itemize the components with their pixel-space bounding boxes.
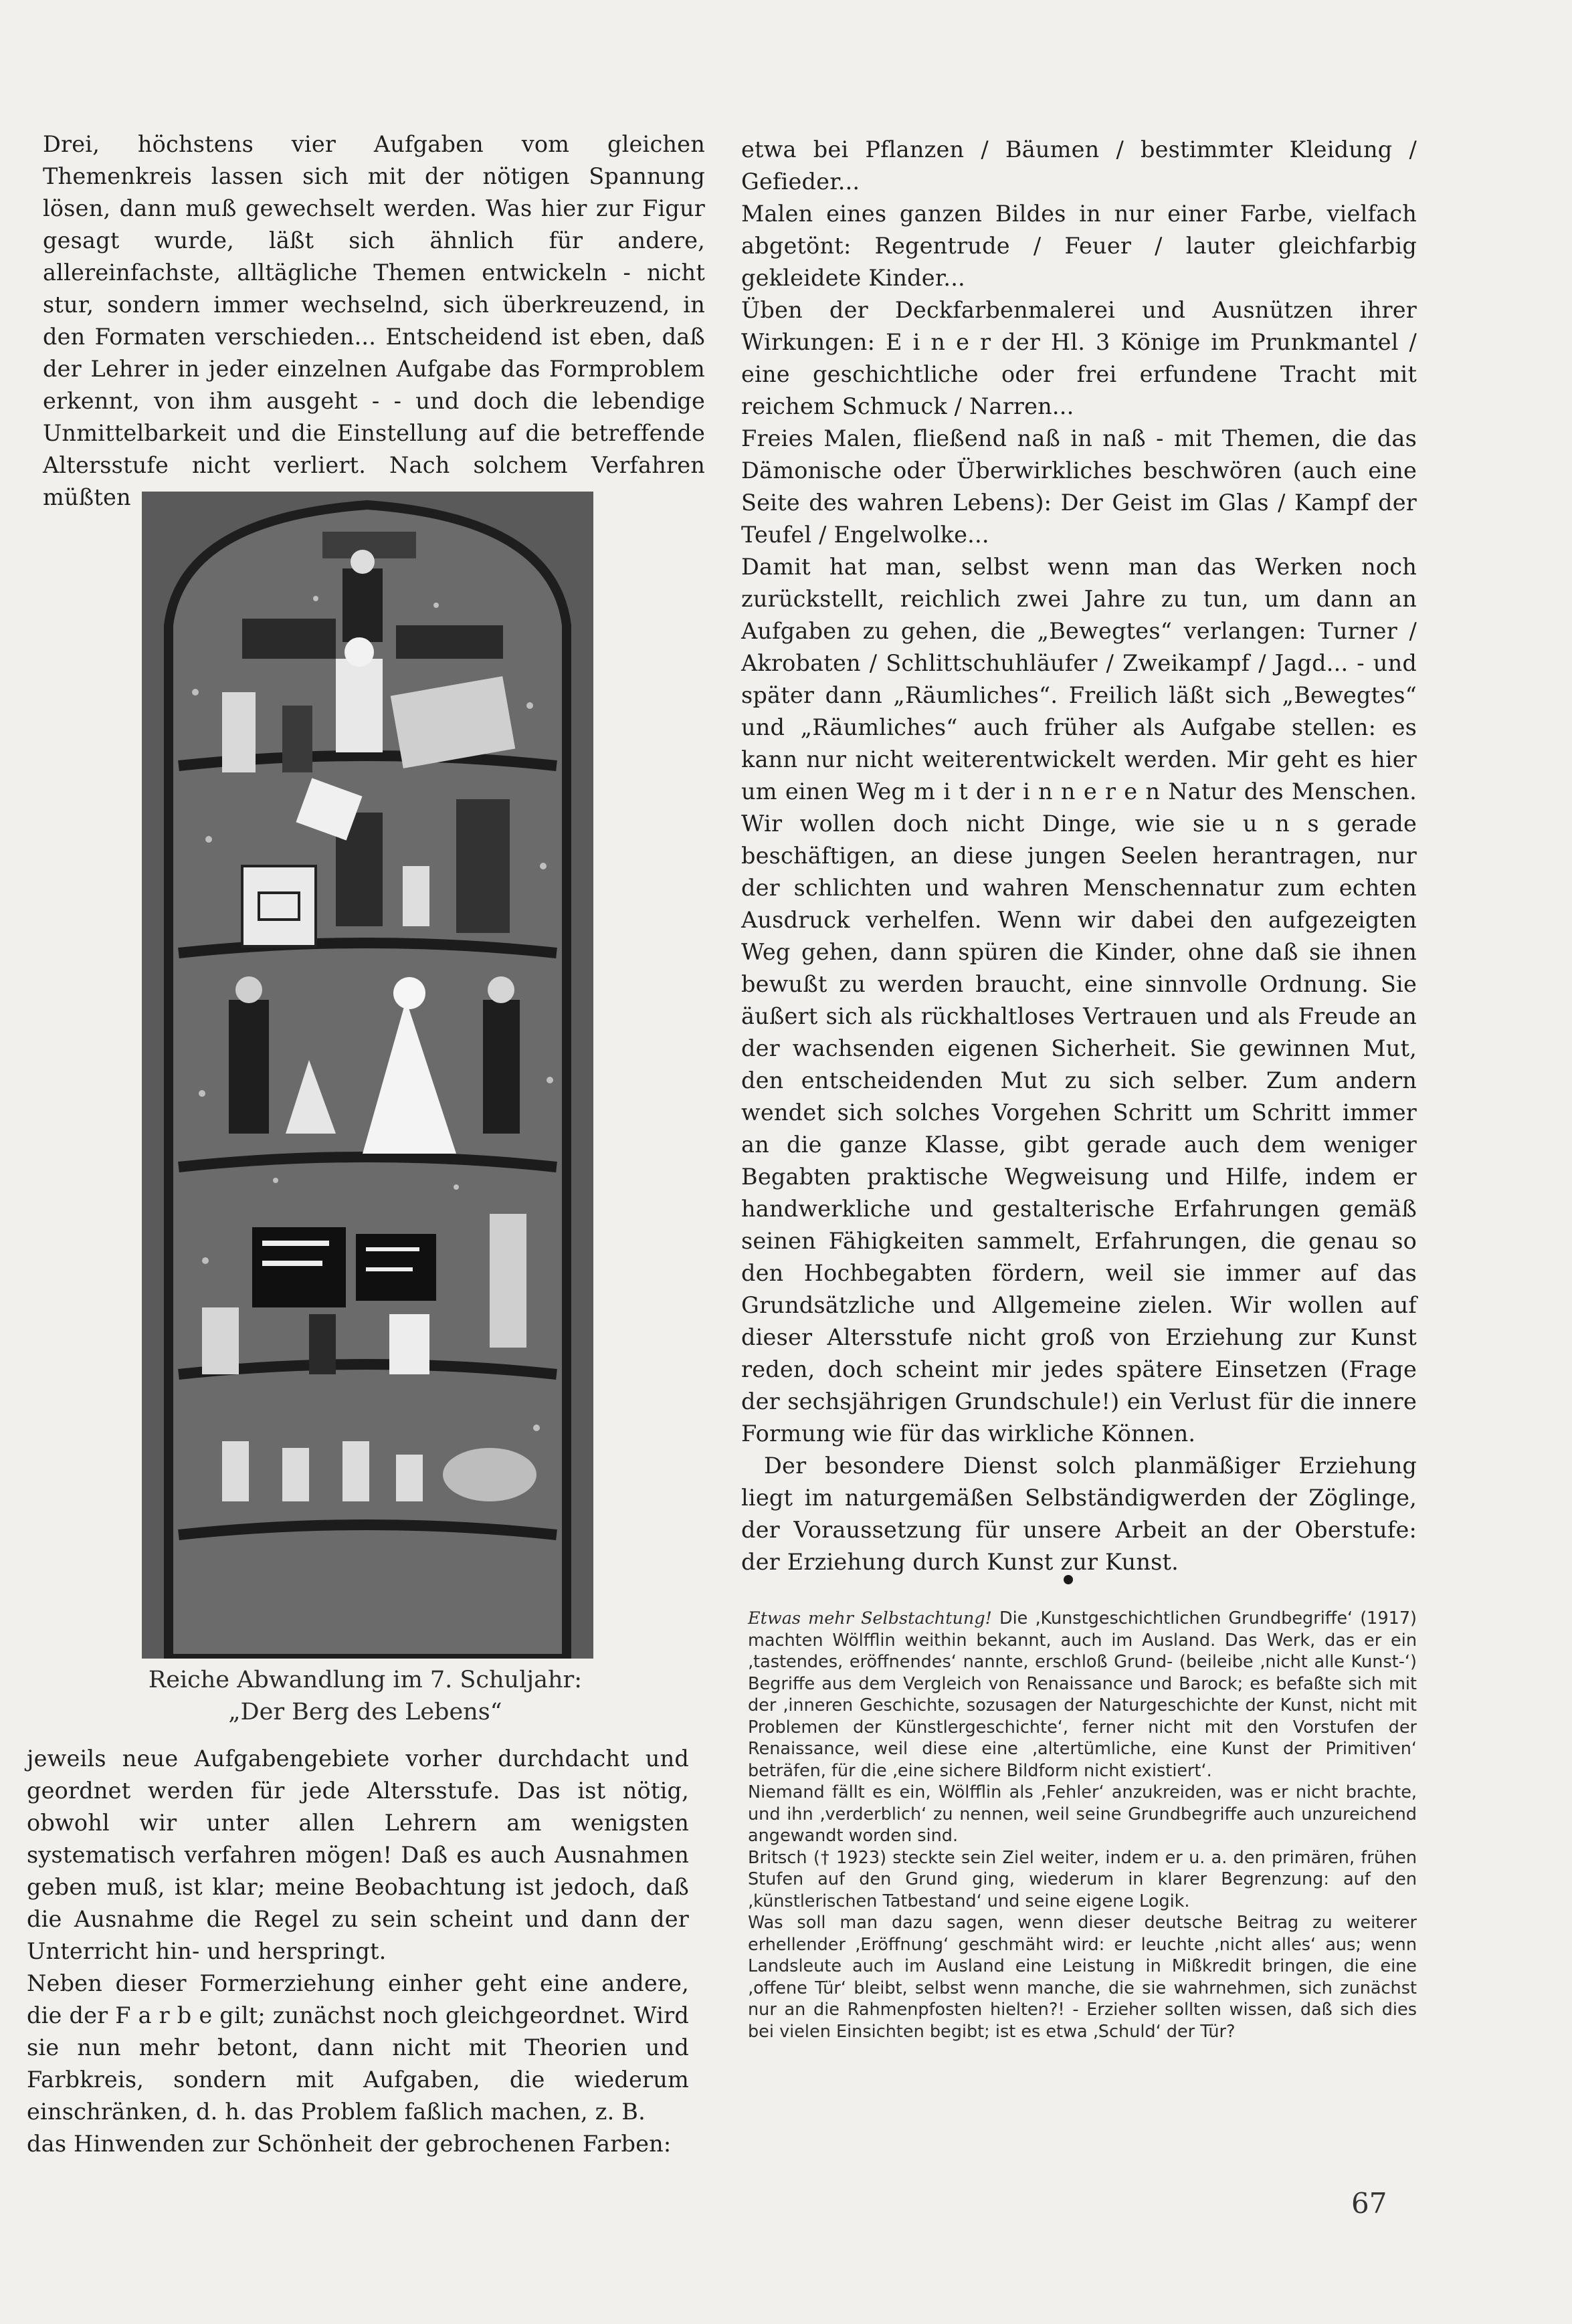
page-number: 67	[1351, 2187, 1387, 2220]
right-column	[741, 134, 1417, 1578]
caption-line: Reiche Abwandlung im 7. Schuljahr:	[148, 1667, 583, 1693]
note-paragraph: Was soll man dazu sagen, wenn dieser deutsche Beitrag zu weiterer erhellender ‚Eröffnung‘ geschmäht wird: er leuchte ‚nicht alles‘ aus; wenn Landsleute auch im Ausland eine Leistung in Mißkredit bringen, die eine ‚offene Tür‘ bleibt, selbst wenn manche, die sie wahrnehmen, sich zunächst nur an die Rahmenpfosten hielten?! - Erzieher sollten wissen, daß sich dies bei vielen Einsichten begibt; ist es etwa ‚Schuld‘ der Tür?	[748, 1913, 1417, 2042]
paragraph: Freies Malen, fließend naß in naß - mit Themen, die das Dämonische oder Überwirkliches beschwören (auch eine Seite des wahren Lebens): Der Geist im Glas / Kampf der Teufel / Engelwolke...	[741, 425, 1417, 548]
notes-section	[748, 1608, 1417, 2042]
note-text: Die ‚Kunstgeschichtlichen Grundbegriffe‘ (1917) machten Wölfflin weithin bekannt, auch im Ausland. Das Werk, das er ein ‚tastendes, eröffnendes‘ nannte, erschloß Grund- (beileibe ‚nicht alle Kunst-‘) Begriffe aus dem Vergleich von Renaissance und Barock; es befaßte sich mit der ‚inneren Geschichte, sozusagen der Naturgeschichte der Kunst, nicht mit Problemen der Künstlergeschichte‘, ferner nicht mit den Vorstufen der Renaissance, weil diese eine ‚altertümliche, eine Kunst der Primitiven‘ beträfen, für die ‚eine sichere Bildform nicht existiert‘.	[748, 1608, 1417, 1781]
note-paragraph	[748, 1608, 1417, 1782]
note-paragraph: Niemand fällt es ein, Wölfflin als ‚Fehler‘ anzukreiden, was er nicht brachte, und ihn ‚verderblich‘ zu nennen, weil seine Grundbegriffe auch unzureichend angewandt worden sind.	[748, 1782, 1417, 1846]
caption-line: „Der Berg des Lebens“	[228, 1699, 502, 1725]
left-column-bottom	[27, 1743, 689, 2160]
paragraph: etwa bei Pflanzen / Bäumen / bestimmter Kleidung / Gefieder...	[741, 136, 1417, 195]
paragraph: das Hinwenden zur Schönheit der gebrochenen Farben:	[27, 2131, 672, 2157]
paragraph: Neben dieser Formerziehung einher geht eine andere, die der F a r b e gilt; zunächst noch gleichgeordnet. Wird sie nun mehr betont, dann nicht mit Theorien und Farbkreis, sondern mit Aufgaben, die wiederum einschränken, d. h. das Problem faßlich machen, z. B.	[27, 1970, 689, 2125]
paragraph: Der besondere Dienst solch planmäßiger Erziehung liegt im naturgemäßen Selbständigwerden der Zöglinge, der Voraussetzung für unsere Arbeit an der Oberstufe: der Erziehung durch Kunst zur Kunst.	[741, 1453, 1417, 1575]
paragraph: Drei, höchstens vier Aufgaben vom gleichen Themenkreis lassen sich mit der nötigen Spannung lösen, dann muß gewechselt werden. Was hier zur Figur gesagt wurde, läßt sich ähnlich für andere, allereinfachste, alltägliche Themen entwickeln - nicht stur, sondern immer wechselnd, sich überkreuzend, in den Formaten verschieden... Entscheidend ist eben, daß der Lehrer in jeder einzelnen Aufgabe das Formproblem erkennt, von ihm ausgeht - - und doch die lebendige Unmittelbarkeit und die Einstellung auf die betreffende Altersstufe nicht verliert. Nach solchem Verfahren müßten	[43, 131, 705, 510]
paragraph: Damit hat man, selbst wenn man das Werken noch zurückstellt, reichlich zwei Jahre zu tun, um dann an Aufgaben zu gehen, die „Bewegtes“ verlangen: Turner / Akrobaten / Schlittschuhläufer / Zweikampf / Jagd... - und später dann „Räumliches“. Freilich läßt sich „Bewegtes“ und „Räumliches“ auch früher als Aufgabe stellen: es kann nur nicht weiterentwickelt werden. Mir geht es hier um einen Weg m i t der i n n e r e n Natur des Menschen. Wir wollen doch nicht Dinge, wie sie u n s gerade beschäftigen, an diese jungen Seelen herantragen, nur der schlichten und wahren Menschennatur zum echten Ausdruck verhelfen. Wenn wir dabei den aufgezeigten Weg gehen, dann spüren die Kinder, ohne daß sie ihnen bewußt zu werden braucht, eine sinnvolle Ordnung. Sie äußert sich als rückhaltloses Vertrauen und als Freude an der wachsenden eigenen Sicherheit. Sie gewinnen Mut, den entscheidenden Mut zu sich selber. Zum andern wendet sich solches Vorgehen Schritt um Schritt immer an die ganze Klasse, gibt gerade auch dem weniger Begabten praktische Wegweisung und Hilfe, indem er handwerkliche und gestalterische Erfahrungen gemäß seinen Fähigkeiten sammelt, Erfahrungen, die genau so den Hochbegabten fördern, weil sie immer auf das Grundsätzliche und Allgemeine zielen. Wir wollen auf dieser Altersstufe nicht groß von Erziehung zur Kunst reden, doch scheint mir jedes spätere Einsetzen (Frage der sechsjährigen Grundschule!) ein Verlust für die innere Formung wie für das wirkliche Können.	[741, 554, 1417, 1447]
note-paragraph: Britsch († 1923) steckte sein Ziel weiter, indem er u. a. den primären, frühen Stufen auf den Grund ging, wiederum in klarer Begrenzung: auf den ‚künstlerischen Tatbestand‘ und seine eigene Logik.	[748, 1847, 1417, 1911]
note-lead: Etwas mehr Selbstachtung!	[748, 1608, 992, 1628]
left-column-top	[43, 128, 705, 514]
painting-illustration	[142, 492, 593, 1659]
figure-caption	[131, 1664, 599, 1728]
paragraph: Üben der Deckfarbenmalerei und Ausnützen ihrer Wirkungen: E i n e r der Hl. 3 Könige im Prunkmantel / eine geschichtliche oder frei erfundene Tracht mit reichem Schmuck / Narren...	[741, 297, 1417, 419]
paragraph: jeweils neue Aufgabengebiete vorher durchdacht und geordnet werden für jede Altersstufe. Das ist nötig, obwohl wir unter allen Lehrern am wenigsten systematisch verfahren mögen! Daß es auch Ausnahmen geben muß, ist klar; meine Beobachtung ist jedoch, daß die Ausnahme die Regel zu sein scheint und dann der Unterricht hin- und herspringt.	[27, 1746, 689, 1964]
section-bullet-icon	[1064, 1575, 1073, 1584]
paragraph: Malen eines ganzen Bildes in nur einer Farbe, vielfach abgetönt: Regentrude / Feuer / lauter gleichfarbig gekleidete Kinder...	[741, 201, 1417, 291]
painting-image	[142, 492, 593, 1659]
